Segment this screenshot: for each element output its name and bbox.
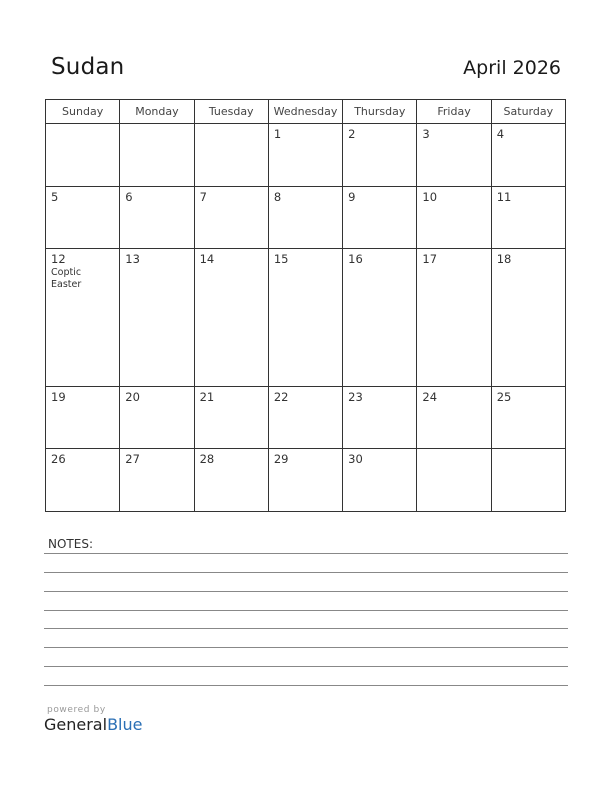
day-cell <box>417 449 491 512</box>
week-row <box>46 249 566 386</box>
weekday-header-row <box>46 100 566 124</box>
brand-blue-text: Blue <box>107 715 143 734</box>
day-number: 3 <box>422 127 430 141</box>
day-cell <box>343 386 417 449</box>
week-row <box>46 449 566 512</box>
notes-line <box>44 610 568 611</box>
day-number: 15 <box>273 252 289 267</box>
day-number: 23 <box>348 389 363 404</box>
day-cell <box>194 386 268 449</box>
notes-line <box>44 572 568 573</box>
day-number: 2 <box>348 127 356 141</box>
day-cell <box>491 386 565 449</box>
day-cell <box>491 249 565 386</box>
day-cell <box>491 186 565 249</box>
holiday-label: Coptic Easter <box>51 267 82 291</box>
notes-line <box>44 591 568 592</box>
day-number: 12 <box>51 252 66 267</box>
weekday-wednesday: Wednesday <box>268 100 342 124</box>
day-number: 30 <box>348 452 363 467</box>
day-number: 17 <box>422 252 438 267</box>
day-cell <box>194 249 268 386</box>
day-number: 28 <box>199 452 215 467</box>
notes-line <box>44 666 568 667</box>
day-number: 20 <box>125 389 140 404</box>
day-cell <box>268 124 342 187</box>
day-number: 25 <box>496 389 512 404</box>
day-number: 10 <box>422 189 438 204</box>
day-cell <box>343 124 417 187</box>
day-cell <box>343 249 417 386</box>
day-cell <box>417 124 491 187</box>
notes-line <box>44 647 568 648</box>
notes-line <box>44 628 568 629</box>
day-number: 13 <box>125 252 140 267</box>
day-number: 16 <box>348 252 363 267</box>
weekday-monday: Monday <box>120 100 194 124</box>
day-cell <box>46 186 120 249</box>
day-number: 22 <box>273 389 289 404</box>
day-cell <box>194 124 268 187</box>
notes-line <box>44 553 568 554</box>
day-cell <box>120 449 194 512</box>
day-number: 19 <box>51 389 66 404</box>
day-cell <box>46 249 120 386</box>
day-number: 18 <box>496 252 512 267</box>
country-title: Sudan <box>51 54 125 80</box>
day-cell <box>120 386 194 449</box>
brand-general-text: General <box>44 715 108 734</box>
week-row <box>46 386 566 449</box>
day-cell <box>268 386 342 449</box>
day-number: 7 <box>199 189 207 204</box>
day-number: 24 <box>422 389 438 404</box>
powered-by-text: powered by <box>47 705 106 715</box>
day-number: 9 <box>348 189 356 204</box>
day-number: 11 <box>496 189 512 204</box>
notes-label: NOTES: <box>48 537 93 551</box>
notes-line <box>44 685 568 686</box>
day-cell <box>46 124 120 187</box>
month-year-title: April 2026 <box>463 57 561 79</box>
day-cell <box>417 186 491 249</box>
day-cell <box>491 124 565 187</box>
day-cell <box>268 249 342 386</box>
day-number: 5 <box>51 189 59 204</box>
day-number: 4 <box>496 127 505 141</box>
weekday-saturday: Saturday <box>491 100 565 124</box>
day-number: 1 <box>273 127 282 141</box>
day-cell <box>120 124 194 187</box>
weekday-sunday: Sunday <box>46 100 120 124</box>
day-cell <box>120 186 194 249</box>
brand-name <box>44 715 142 734</box>
day-cell <box>268 449 342 512</box>
day-cell <box>46 386 120 449</box>
day-cell <box>46 449 120 512</box>
day-number: 26 <box>51 452 66 467</box>
day-cell <box>343 449 417 512</box>
day-cell <box>417 386 491 449</box>
calendar-grid <box>45 99 566 512</box>
day-cell <box>194 449 268 512</box>
calendar-body <box>46 124 566 512</box>
brand-logo <box>44 705 142 734</box>
day-cell <box>194 186 268 249</box>
day-number: 14 <box>199 252 215 267</box>
weekday-thursday: Thursday <box>343 100 417 124</box>
day-cell <box>343 186 417 249</box>
day-number: 21 <box>199 389 215 404</box>
day-cell <box>268 186 342 249</box>
week-row <box>46 186 566 249</box>
day-number: 27 <box>125 452 140 467</box>
weekday-friday: Friday <box>417 100 491 124</box>
week-row <box>46 124 566 187</box>
day-number: 6 <box>125 189 133 204</box>
day-number: 29 <box>273 452 289 467</box>
day-number: 8 <box>273 189 282 204</box>
day-cell <box>120 249 194 386</box>
weekday-tuesday: Tuesday <box>194 100 268 124</box>
day-cell <box>417 249 491 386</box>
day-cell <box>491 449 565 512</box>
